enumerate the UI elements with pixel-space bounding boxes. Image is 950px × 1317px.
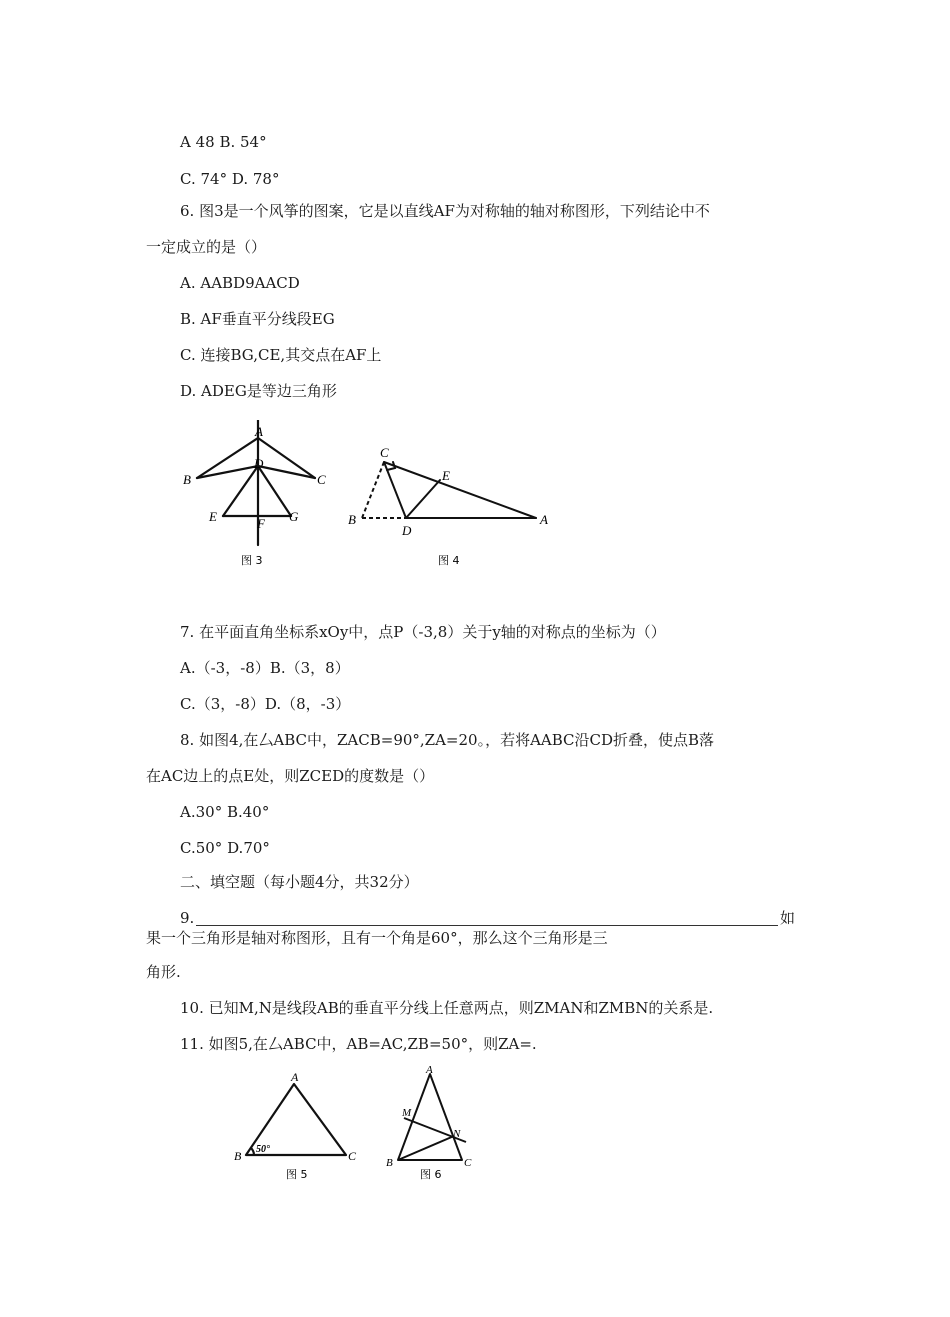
fig4-caption: 图 4: [438, 554, 460, 567]
fig3-label-d: D: [254, 456, 264, 471]
question-8-options-ab: A.30° B.40°: [180, 803, 270, 821]
question-6-option-a: A. AABD9AACD: [180, 274, 300, 292]
fig3-caption: 图 3: [241, 554, 263, 567]
fig4-label-d: D: [402, 523, 412, 538]
fig6-label-a: A: [426, 1066, 433, 1076]
question-8-line-2: 在AC边上的点E处，则ZCED的度数是（）: [146, 767, 435, 785]
fig5-label-a: A: [291, 1070, 299, 1084]
section-2-heading: 二、填空题（每小题4分，共32分）: [180, 873, 419, 891]
question-7-options-ab: A.（-3，-8）B.（3，8）: [180, 659, 350, 677]
fig4-label-b: B: [348, 512, 356, 527]
fig3-label-f: F: [257, 516, 265, 531]
figure-6: [380, 1066, 490, 1186]
fig6-label-c: C: [464, 1157, 472, 1169]
fig3-label-e: E: [209, 509, 217, 524]
question-9-number: 9.: [180, 909, 195, 927]
figure-4: [340, 440, 560, 580]
fig3-label-c: C: [317, 472, 326, 487]
figure-3: [175, 420, 345, 580]
fig6-caption: 图 6: [420, 1168, 442, 1181]
fig5-angle-label: 50°: [256, 1144, 270, 1155]
question-9-tail: 如: [780, 909, 796, 927]
fig4-label-c: C: [380, 445, 389, 460]
fig6-label-m: M: [402, 1107, 412, 1119]
question-6-line-1: 6. 图3是一个风筝的图案，它是以直线AF为对称轴的轴对称图形，下列结论中不: [180, 202, 710, 220]
option-line-ab-q5: A 48 B. 54°: [180, 133, 267, 151]
question-10: 10. 已知M,N是线段AB的垂直平分线上任意两点，则ZMAN和ZMBN的关系是.: [180, 999, 714, 1017]
fig3-label-b: B: [183, 472, 191, 487]
question-6-option-b: B. AF垂直平分线段EG: [180, 310, 335, 328]
question-9-blank: [196, 925, 778, 926]
fig4-label-e: E: [442, 468, 450, 483]
fig6-label-n: N: [453, 1128, 461, 1140]
question-8-line-1: 8. 如图4,在厶ABC中，ZACB=90°,ZA=20。，若将AABC沿CD折叠，使点B落: [180, 731, 715, 749]
fig3-label-a: A: [255, 424, 263, 439]
fig4-label-a: A: [540, 512, 548, 527]
question-7: 7. 在平面直角坐标系xOy中，点P（-3,8）关于y轴的对称点的坐标为（）: [180, 623, 666, 641]
fig5-caption: 图 5: [286, 1168, 308, 1181]
question-9-line-3: 角形.: [146, 963, 181, 981]
question-6-option-c: C. 连接BG,CE,其交点在AF上: [180, 346, 382, 364]
question-6-line-2: 一定成立的是（）: [146, 238, 267, 256]
fig5-label-c: C: [348, 1149, 357, 1163]
fig5-label-b: B: [234, 1149, 242, 1163]
question-6-option-d: D. ADEG是等边三角形: [180, 382, 337, 400]
question-8-options-cd: C.50° D.70°: [180, 839, 270, 857]
question-9-line-2: 果一个三角形是轴对称图形，且有一个角是60°，那么这个三角形是三: [146, 929, 608, 947]
question-11: 11. 如图5,在厶ABC中，AB=AC,ZB=50°，则ZA=.: [180, 1035, 537, 1053]
option-line-cd-q5: C. 74° D. 78°: [180, 170, 280, 188]
question-7-options-cd: C.（3，-8）D.（8，-3）: [180, 695, 351, 713]
figure-5: [228, 1070, 368, 1185]
fig3-label-g: G: [289, 509, 299, 524]
fig6-label-b: B: [386, 1157, 393, 1169]
